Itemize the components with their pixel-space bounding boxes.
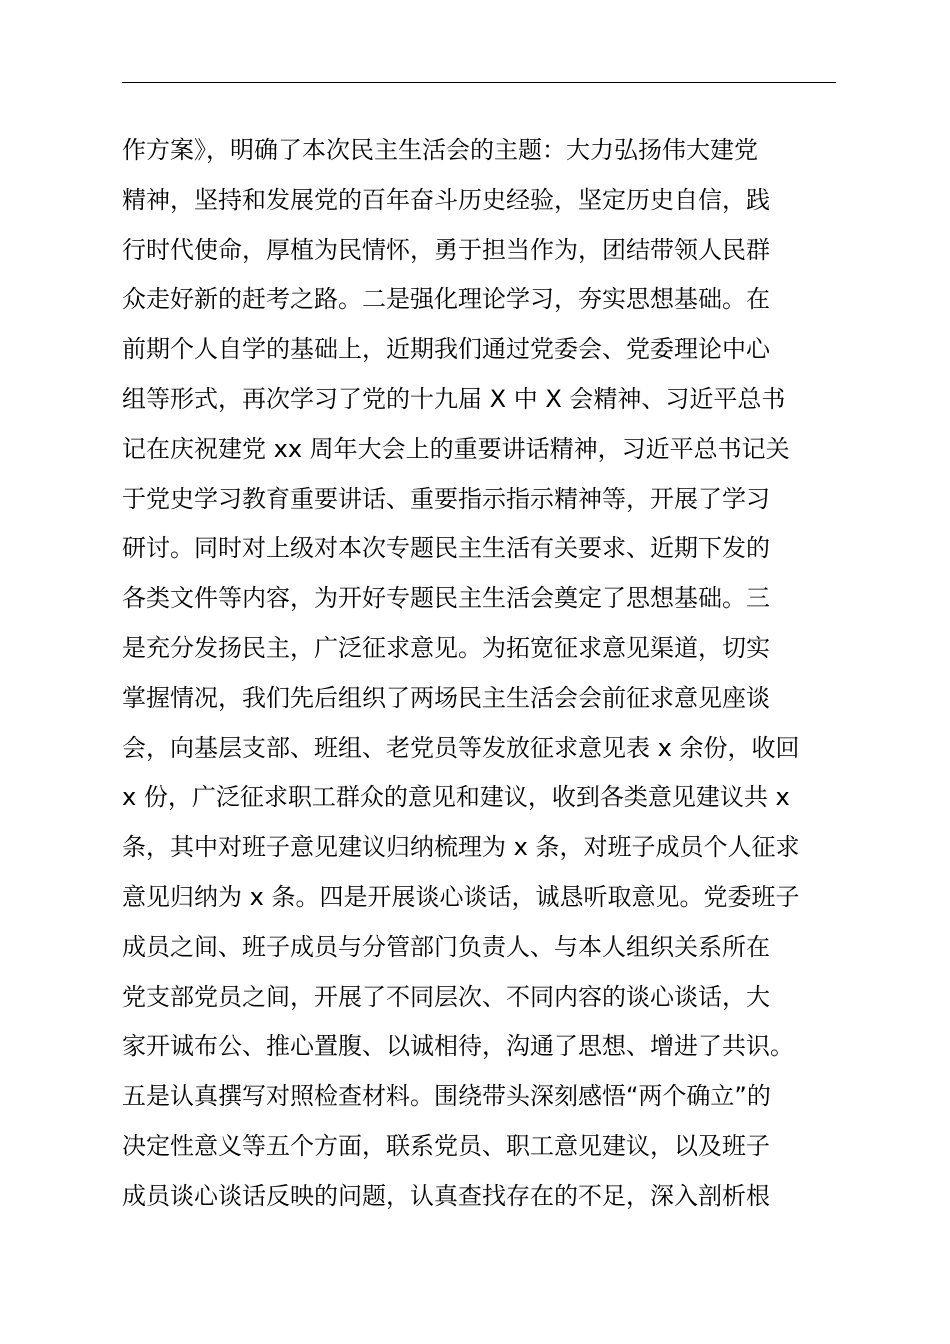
text-line: 成员谈心谈话反映的问题，认真查找存在的不足，深入剖析根 [122, 1181, 770, 1210]
text-line: x 份，广泛征求职工群众的意见和建议，收到各类意见建议共 x [122, 783, 790, 812]
text-line: 记在庆祝建党 xx 周年大会上的重要讲话精神，习近平总书记关 [122, 434, 790, 463]
text-line: 意见归纳为 x 条。四是开展谈心谈话，诚恳听取意见。党委班子 [122, 882, 800, 911]
text-line: 精神，坚持和发展党的百年奋斗历史经验，坚定历史自信，践 [122, 185, 770, 214]
document-body [122, 126, 842, 1222]
text-line: 各类文件等内容，为开好专题民主生活会奠定了思想基础。三 [122, 584, 770, 613]
text-line: 会，向基层支部、班组、老党员等发放征求意见表 x 余份，收回 [122, 733, 800, 762]
text-line: 家开诚布公、推心置腹、以诚相待，沟通了思想、增进了共识。 [122, 1032, 794, 1061]
text-line: 作方案》，明确了本次民主生活会的主题：大力弘扬伟大建党 [122, 136, 758, 164]
text-line: 行时代使命，厚植为民情怀，勇于担当作为，团结带领人民群 [122, 235, 770, 264]
text-line: 众走好新的赶考之路。二是强化理论学习，夯实思想基础。在 [122, 285, 770, 314]
text-line: 于党史学习教育重要讲话、重要指示指示精神等，开展了学习 [122, 484, 770, 513]
text-line: 研讨。同时对上级对本次专题民主生活有关要求、近期下发的 [122, 534, 770, 563]
text-line: 五是认真撰写对照检查材料。围绕带头深刻感悟“两个确立”的 [122, 1082, 771, 1111]
text-line: 掌握情况，我们先后组织了两场民主生活会会前征求意见座谈 [122, 683, 770, 712]
text-line: 决定性意义等五个方面，联系党员、职工意见建议，以及班子 [122, 1131, 770, 1160]
header-rule [122, 82, 836, 83]
text-line: 是充分发扬民主，广泛征求意见。为拓宽征求意见渠道，切实 [122, 633, 770, 662]
text-line: 前期个人自学的基础上，近期我们通过党委会、党委理论中心 [122, 335, 770, 364]
text-line: 条，其中对班子意见建议归纳梳理为 x 条，对班子成员个人征求 [122, 833, 800, 862]
text-line: 党支部党员之间，开展了不同层次、不同内容的谈心谈话，大 [122, 982, 770, 1011]
text-line: 成员之间、班子成员与分管部门负责人、与本人组织关系所在 [122, 932, 770, 961]
text-line: 组等形式，再次学习了党的十九届 X 中 X 会精神、习近平总书 [122, 384, 786, 413]
